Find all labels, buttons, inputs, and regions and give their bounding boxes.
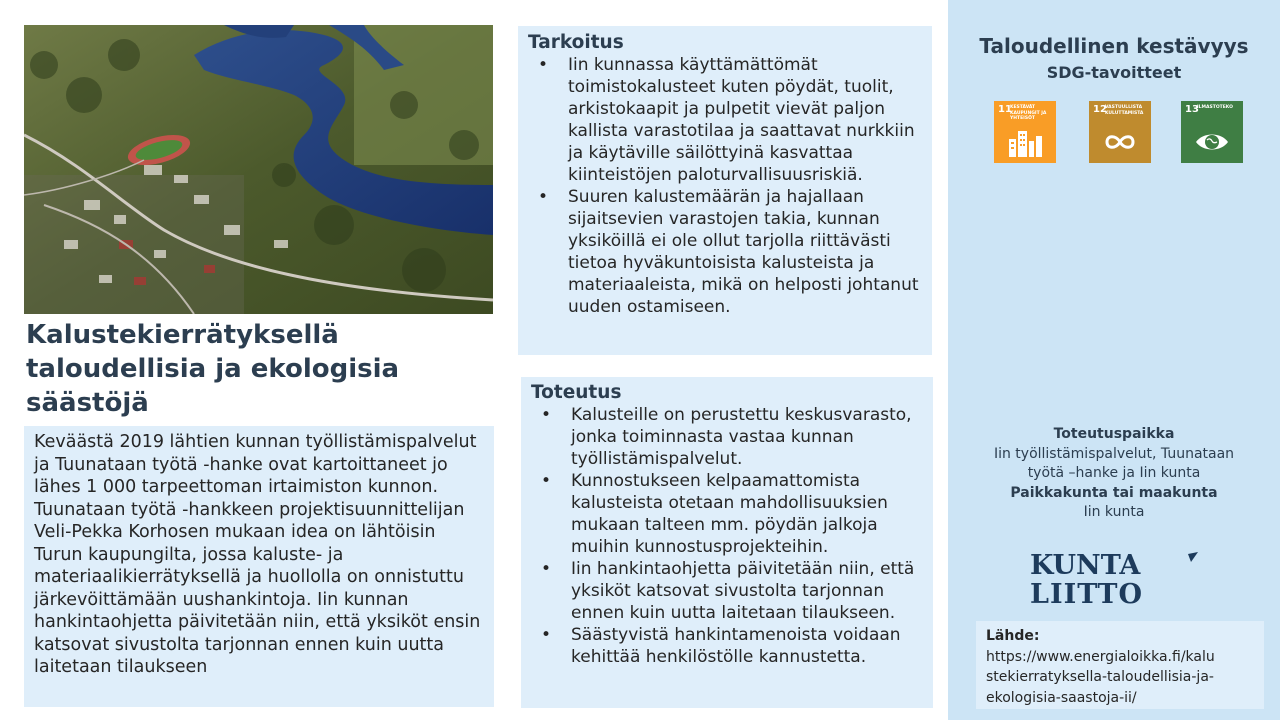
sdg-11-badge: 11 KESTÄVÄT KAUPUNGIT JA YHTEISÖT [994, 101, 1056, 163]
sdg-13-badge: 13 ILMASTOTEKO [1181, 101, 1243, 163]
bullet-icon: • [541, 405, 552, 425]
aerial-photo [24, 25, 493, 314]
logo-line-1: KUNTA [1030, 550, 1141, 581]
region-label: Paikkakunta tai maakunta [1010, 484, 1218, 501]
source-box [976, 621, 1264, 709]
location-info [948, 425, 1280, 523]
source-link[interactable]: https://www.energialoikka.fi/kalu stekierratyksella-taloudellisia-ja- ekologisia-saastoja-ii/ [986, 648, 1215, 706]
purpose-title: Tarkoitus [528, 32, 624, 53]
eye-globe-icon [1194, 127, 1230, 157]
region-value: Iin kunta [1083, 504, 1145, 520]
kuntaliitto-logo [1028, 548, 1208, 612]
bullet-icon: • [541, 625, 552, 645]
place-line-1: Iin työllistämispalvelut, Tuunataan [993, 445, 1235, 462]
page-title: Kalustekierrätyksellä taloudellisia ja ekologisia säästöjä [26, 320, 400, 418]
implementation-section [521, 377, 933, 708]
source-label: Lähde: [986, 628, 1040, 644]
list-item: • Säästyvistä hankintamenoista voidaan kehittää henkilöstölle kannustetta. [541, 625, 901, 667]
sdg-12-badge: 12 VASTUULLISTA KULUTTAMISTA [1089, 101, 1151, 163]
sidebar-title: Taloudellinen kestävyys [979, 34, 1249, 58]
list-item: • Kunnostukseen kelpaamattomista kalusteista otetaan mahdollisuuksien mukaan talteen mm. pöydän jalkoja muihin kunnostusprojekteihin. [541, 471, 888, 557]
list-item: • Iin hankintaohjetta päivitetään niin, että yksiköt katsovat sivustolta tarjonnan ennen kuin uutta laitetaan tilaukseen. [541, 559, 915, 623]
implementation-title: Toteutus [531, 382, 622, 403]
place-line-2: työtä –hanke ja Iin kunta [1027, 465, 1201, 481]
bullet-icon: • [538, 187, 549, 207]
sidebar [948, 0, 1280, 720]
bullet-icon: • [541, 471, 552, 491]
logo-line-2: LIITTO [1030, 579, 1143, 608]
list-item: • Iin kunnassa käyttämättömät toimistokalusteet kuten pöydät, tuolit, arkistokaapit ja pulpetit vievät paljon kallista varastotilaa ja saattavat nurkkiin ja käytäville säilöttyinä kasvattaa kiinteistöjen paloturvallisuusriskiä. [538, 55, 915, 185]
infinity-icon [1102, 127, 1138, 157]
city-icon [1007, 127, 1043, 157]
place-label: Toteutuspaikka [1053, 426, 1175, 442]
intro-text: Keväästä 2019 lähtien kunnan työllistämispalvelut ja Tuunataan työtä -hanke ovat kartoittaneet jo lähes 1 000 tarpeettoman irtaimiston kunnon. Tuunataan työtä -hankkeen projektisuunnittelijan Veli-Pekka Korhosen mukaan idea on lähtöisin Turun kaupungilta, jossa kaluste- ja materiaalikierrätyksellä ja huollolla on onnistuttu järkevöittämään uushankintoja. Iin kunnan hankintaohjetta päivitetään niin, että yksiköt ensin katsovat sivustolta tarjonnan ennen kuin uutta laitetaan tilaukseen [24, 426, 494, 707]
list-item: • Suuren kalustemäärän ja hajallaan sijaitsevien varastojen takia, kunnan yksiköillä ei ole ollut tarjolla riittävästi tietoa hyväkuntoisista kalusteista ja materiaaleista, mikä on helposti johtanut uuden ostamiseen. [538, 187, 919, 317]
bullet-icon: • [538, 55, 549, 75]
sidebar-subtitle: SDG-tavoitteet [1046, 63, 1182, 82]
bullet-icon: • [541, 559, 552, 579]
purpose-section [518, 26, 932, 355]
list-item: • Kalusteille on perustettu keskusvarasto, jonka toiminnasta vastaa kunnan työllistämispalvelut. [541, 405, 912, 469]
